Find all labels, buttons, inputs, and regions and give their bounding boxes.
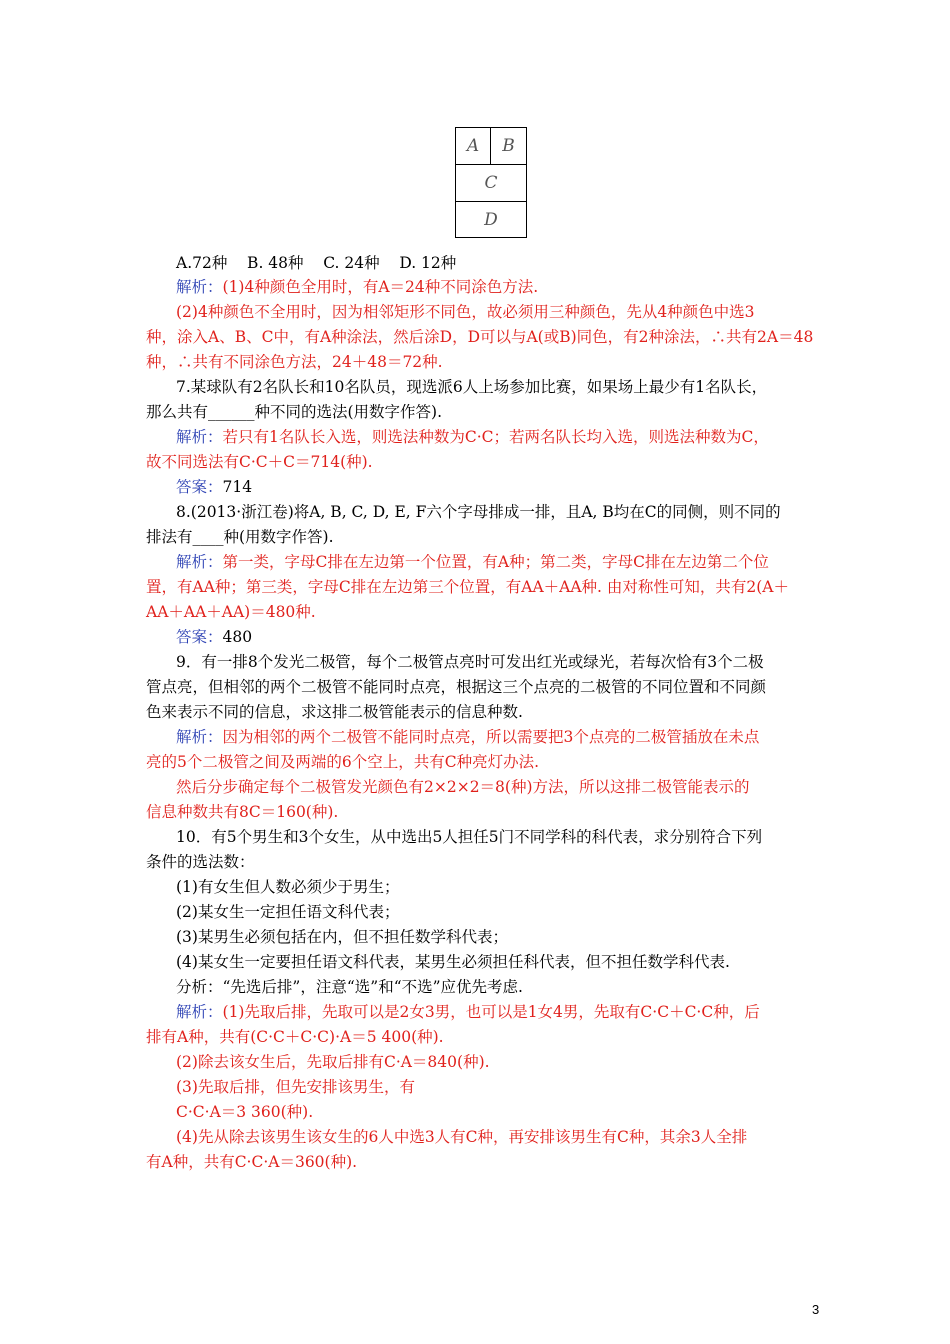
q10-analysis-line-3: (2)除去该女生后，先取后排有C·A＝840(种). bbox=[176, 1053, 490, 1071]
region-a: A bbox=[456, 128, 491, 165]
q7-analysis-line-1: 解析：若只有1名队长入选，则选法种数为C·C；若两名队长均入选，则选法种数为C， bbox=[176, 428, 769, 446]
region-diagram bbox=[455, 127, 527, 238]
q8-answer: 答案：480 bbox=[176, 628, 253, 646]
analysis-label: 解析： bbox=[176, 278, 223, 296]
q8-analysis-line-3: AA＋AA＋AA)＝480种. bbox=[146, 603, 316, 621]
q7-stem-line-1: 7.某球队有2名队长和10名队员，现选派6人上场参加比赛，如果场上最少有1名队长， bbox=[176, 378, 768, 396]
q7-answer: 答案：714 bbox=[176, 478, 253, 496]
q9-stem-line-2: 管点亮，但相邻的两个二极管不能同时点亮，根据这三个点亮的二极管的不同位置和不同颜 bbox=[146, 678, 767, 696]
q10-condition-4: (4)某女生一定要担任语文科代表，某男生必须担任科代表，但不担任数学科代表. bbox=[176, 953, 730, 971]
q8-stem-line-1: 8.(2013·浙江卷)将A, B, C, D, E, F六个字母排成一排，且A, B均在C的同侧，则不同的 bbox=[176, 503, 781, 521]
q8-analysis-line-2: 置，有AA种；第三类，字母C排在左边第三个位置，有AA＋AA种. 由对称性可知，共有2(A＋ bbox=[146, 578, 789, 596]
analysis-label: 解析： bbox=[176, 1003, 223, 1021]
q10-analysis-line-7: 有A种，共有C·C·A＝360(种). bbox=[146, 1153, 358, 1171]
q6-analysis-line-1: 解析：(1)4种颜色全用时，有A＝24种不同涂色方法. bbox=[176, 278, 539, 296]
q10-condition-3: (3)某男生必须包括在内，但不担任数学科代表； bbox=[176, 928, 508, 946]
region-b: B bbox=[491, 128, 526, 165]
q9-stem-line-1: 9．有一排8个发光二极管，每个二极管点亮时可发出红光或绿光，若每次恰有3个二极 bbox=[176, 653, 764, 671]
answer-choices: A.72种 B. 48种 C. 24种 D. 12种 bbox=[176, 254, 457, 272]
q6-analysis-line-3: 种，涂入A、B、C中，有A种涂法，然后涂D，D可以与A(或B)同色，有2种涂法，∴共有2A＝48 bbox=[146, 328, 814, 346]
region-d: D bbox=[484, 209, 498, 230]
q8-stem-line-2: 排法有____种(用数字作答). bbox=[146, 528, 334, 546]
answer-label: 答案： bbox=[176, 478, 223, 496]
q10-analysis-line-5: C·C·A＝3 360(种). bbox=[176, 1103, 314, 1121]
answer-label: 答案： bbox=[176, 628, 223, 646]
q10-stem-line-2: 条件的选法数： bbox=[146, 853, 255, 871]
q10-analysis-line-2: 排有A种，共有(C·C＋C·C)·A＝5 400(种). bbox=[146, 1028, 444, 1046]
q9-analysis-line-3: 然后分步确定每个二极管发光颜色有2×2×2＝8(种)方法，所以这排二极管能表示的 bbox=[176, 778, 750, 796]
analysis-label: 解析： bbox=[176, 428, 223, 446]
q10-stem-line-1: 10．有5个男生和3个女生，从中选出5人担任5门不同学科的科代表，求分别符合下列 bbox=[176, 828, 763, 846]
q9-stem-line-3: 色来表示不同的信息，求这排二极管能表示的信息种数. bbox=[146, 703, 523, 721]
q10-analysis-line-6: (4)先从除去该男生该女生的6人中选3人有C种，再安排该男生有C种，其余3人全排 bbox=[176, 1128, 748, 1146]
page-number: 3 bbox=[812, 1302, 820, 1317]
analysis-label: 解析： bbox=[176, 553, 223, 571]
q10-analysis-line-1: 解析：(1)先取后排，先取可以是2女3男，也可以是1女4男，先取有C·C＋C·C种，后 bbox=[176, 1003, 760, 1021]
q10-analysis-line-4: (3)先取后排，但先安排该男生，有 bbox=[176, 1078, 415, 1096]
q10-condition-2: (2)某女生一定担任语文科代表； bbox=[176, 903, 400, 921]
q10-condition-1: (1)有女生但人数必须少于男生； bbox=[176, 878, 400, 896]
q6-analysis-line-2: (2)4种颜色不全用时，因为相邻矩形不同色，故必须用三种颜色，先从4种颜色中选3 bbox=[176, 303, 755, 321]
q10-fenxi: 分析：“先选后排”，注意“选”和“不选”应优先考虑. bbox=[176, 978, 523, 996]
q7-stem-line-2: 那么共有______种不同的选法(用数字作答). bbox=[146, 403, 443, 421]
q9-analysis-line-2: 亮的5个二极管之间及两端的6个空上，共有C种亮灯办法. bbox=[146, 753, 540, 771]
q7-analysis-line-2: 故不同选法有C·C＋C＝714(种). bbox=[146, 453, 373, 471]
q8-analysis-line-1: 解析：第一类，字母C排在左边第一个位置，有A种；第二类，字母C排在左边第二个位 bbox=[176, 553, 769, 571]
q9-analysis-line-1: 解析：因为相邻的两个二极管不能同时点亮，所以需要把3个点亮的二极管插放在未点 bbox=[176, 728, 760, 746]
region-c: C bbox=[456, 165, 526, 202]
analysis-label: 解析： bbox=[176, 728, 223, 746]
q9-analysis-line-4: 信息种数共有8C＝160(种). bbox=[146, 803, 339, 821]
q6-analysis-line-4: 种，∴共有不同涂色方法，24＋48＝72种. bbox=[146, 353, 443, 371]
